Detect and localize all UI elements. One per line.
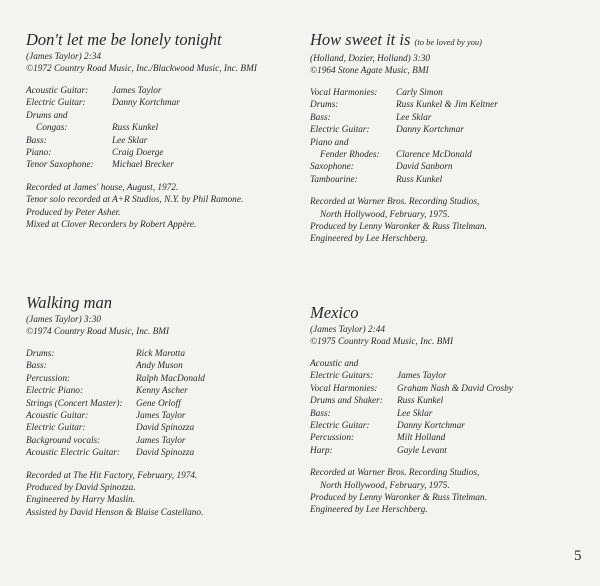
song-copyright: ©1975 Country Road Music, Inc. BMI: [310, 337, 454, 347]
credit-name: James Taylor: [136, 435, 186, 446]
credit-name: Lee Sklar: [112, 135, 148, 146]
credit-role: Bass:: [310, 408, 331, 419]
credit-role: Tambourine:: [310, 174, 358, 185]
credit-row: [26, 147, 296, 159]
credit-name: Danny Kortchmar: [396, 125, 464, 136]
credits-list: [310, 358, 580, 457]
credit-row: [26, 385, 296, 397]
credit-name: Russ Kunkel: [397, 396, 444, 407]
credit-row: [26, 159, 296, 171]
credit-role: Bass:: [26, 135, 47, 146]
note-line: North Hollywood, February, 1975.: [320, 209, 450, 220]
song-block: [26, 293, 296, 519]
song-title: Don't let me be lonely tonight: [26, 30, 222, 49]
credit-role: Drums and Shaker:: [310, 396, 383, 407]
credit-row: [26, 447, 296, 459]
credit-name: Gayle Levant: [397, 445, 447, 456]
song-writer-time: (James Taylor) 2:34: [26, 52, 102, 62]
song-title-suffix: (to be loved by you): [414, 37, 483, 47]
note-line: Recorded at The Hit Factory, February, 1974.: [26, 470, 198, 481]
credit-name: Carly Simon: [396, 88, 443, 98]
credit-role: Piano:: [26, 148, 52, 159]
song-title: Walking man: [26, 293, 113, 312]
song-writer-time: (James Taylor) 2:44: [310, 325, 386, 335]
credit-row: [26, 110, 296, 122]
credit-role: Percussion:: [310, 433, 355, 444]
credit-role: Bass:: [310, 112, 331, 123]
credit-role: Bass:: [26, 361, 47, 372]
credit-name: Danny Kortchmar: [397, 421, 465, 432]
credit-role: Electric Guitar:: [310, 421, 370, 432]
note-line: Engineered by Harry Maslin.: [26, 495, 136, 506]
credit-row: [310, 112, 580, 124]
note-line: North Hollywood, February, 1975.: [320, 480, 450, 491]
credit-name: Andy Muson: [136, 361, 183, 372]
credit-role: Electric Guitar:: [26, 423, 86, 434]
credit-role: Electric Guitar:: [310, 125, 370, 136]
credit-role: Background vocals:: [26, 435, 101, 446]
recording-notes: [310, 467, 580, 517]
song-writer-time: (James Taylor) 3:30: [26, 315, 102, 325]
credit-row: [310, 432, 580, 444]
credit-row: [310, 124, 580, 136]
credit-name: Russ Kunkel & Jim Keltner: [396, 100, 498, 111]
credit-row: [310, 395, 580, 407]
credit-name: Lee Sklar: [397, 408, 433, 419]
credit-name: Milt Holland: [397, 433, 446, 444]
credit-role: Strings (Concert Master):: [26, 398, 123, 409]
note-line: Recorded at Warner Bros. Recording Studios,: [310, 468, 480, 479]
credit-name: Gene Orloff: [136, 398, 181, 409]
credit-row: [310, 358, 580, 370]
recording-notes: [26, 182, 296, 232]
credit-row: [26, 398, 296, 410]
credit-row: [310, 174, 580, 186]
credit-row: [310, 445, 580, 457]
credit-name: Clarence McDonald: [396, 150, 472, 161]
credit-name: Ralph MacDonald: [136, 373, 205, 384]
credits-list: [310, 87, 580, 186]
credits-list: [26, 85, 296, 172]
credit-role: Vocal Harmonies:: [310, 383, 378, 394]
note-line: Produced by Lenny Waronker & Russ Titelman.: [310, 493, 487, 504]
note-line: Recorded at James' house, August, 1972.: [26, 182, 179, 193]
credit-row: [310, 420, 580, 432]
recording-notes: [310, 196, 580, 246]
note-line: Mixed at Clover Recorders by Robert Appère.: [26, 220, 197, 231]
credit-row: [26, 122, 296, 134]
credit-role: Percussion:: [26, 373, 71, 384]
note-line: Engineered by Lee Herschberg.: [310, 505, 428, 516]
recording-notes: [26, 470, 296, 520]
note-line: Recorded at Warner Bros. Recording Studios,: [310, 197, 480, 208]
credit-name: Russ Kunkel: [112, 123, 159, 134]
credit-role: Electric Guitars:: [310, 371, 374, 382]
song-block: [310, 30, 580, 246]
credit-name: David Spinozza: [136, 448, 195, 459]
credit-role: Vocal Harmonies:: [310, 88, 378, 98]
credit-role: Acoustic Guitar:: [26, 411, 89, 422]
credit-row: [26, 373, 296, 385]
credit-name: Graham Nash & David Crosby: [397, 383, 513, 394]
credit-name: James Taylor: [112, 86, 162, 96]
credit-name: Rick Marotta: [136, 349, 185, 359]
credit-role: Drums and: [26, 110, 68, 121]
song-block: [310, 303, 580, 517]
credit-name: James Taylor: [136, 411, 186, 422]
credit-name: Russ Kunkel: [396, 174, 443, 185]
credit-row: [26, 348, 296, 360]
credit-row: [26, 97, 296, 109]
note-line: Tenor solo recorded at A+R Studios, N.Y. by Phil Ramone.: [26, 195, 244, 206]
credit-role: Acoustic and: [310, 359, 359, 369]
credit-name: Craig Doerge: [112, 148, 164, 159]
credit-role: Harp:: [310, 445, 333, 456]
credit-row: [26, 422, 296, 434]
credit-row: [26, 135, 296, 147]
credit-row: [26, 85, 296, 97]
credit-role: Congas:: [36, 123, 68, 134]
credit-role: Electric Piano:: [26, 386, 84, 397]
credit-name: Danny Kortchmar: [112, 98, 180, 109]
credit-role: Drums:: [310, 100, 339, 111]
page-number: 5: [574, 548, 582, 564]
credits-list: [26, 348, 296, 460]
credit-name: Michael Brecker: [112, 160, 174, 171]
credit-row: [310, 161, 580, 173]
note-line: Produced by Lenny Waronker & Russ Titelman.: [310, 222, 487, 233]
note-line: Produced by Peter Asher.: [26, 207, 121, 218]
credit-row: [26, 360, 296, 372]
credit-role: Piano and: [310, 137, 349, 148]
credit-row: [310, 99, 580, 111]
song-writer-time: (Holland, Dozier, Holland) 3:30: [310, 54, 431, 64]
note-line: Assisted by David Henson & Blaise Castellano.: [26, 507, 204, 518]
song-title: [310, 30, 580, 52]
note-line: Produced by David Spinozza.: [26, 483, 136, 494]
credit-name: Kenny Ascher: [136, 386, 188, 397]
credit-row: [26, 410, 296, 422]
credit-name: James Taylor: [397, 371, 447, 382]
credit-role: Acoustic Guitar:: [26, 86, 89, 96]
credit-row: [310, 383, 580, 395]
credit-row: [310, 137, 580, 149]
credit-row: [310, 408, 580, 420]
song-title-main: How sweet it is: [310, 30, 411, 49]
credit-role: Acoustic Electric Guitar:: [26, 448, 120, 459]
credit-name: Lee Sklar: [396, 112, 432, 123]
credit-name: David Sanborn: [396, 162, 453, 173]
credit-row: [310, 149, 580, 161]
song-copyright: ©1974 Country Road Music, Inc. BMI: [26, 327, 170, 337]
song-title: Mexico: [310, 303, 359, 322]
credit-name: David Spinozza: [136, 423, 195, 434]
song-copyright: ©1972 Country Road Music, Inc./Blackwood Music, Inc. BMI: [26, 64, 257, 74]
credit-role: Fender Rhodes:: [320, 150, 380, 161]
credit-row: [26, 435, 296, 447]
credit-role: Electric Guitar:: [26, 98, 86, 109]
credit-row: [310, 87, 580, 99]
song-copyright: ©1964 Stone Agate Music, BMI: [310, 66, 429, 76]
credit-role: Drums:: [26, 349, 55, 359]
note-line: Engineered by Lee Herschberg.: [310, 234, 428, 245]
song-block: [26, 30, 296, 231]
credit-role: Saxophone:: [310, 162, 354, 173]
credit-row: [310, 370, 580, 382]
credit-role: Tenor Saxophone:: [26, 160, 94, 171]
